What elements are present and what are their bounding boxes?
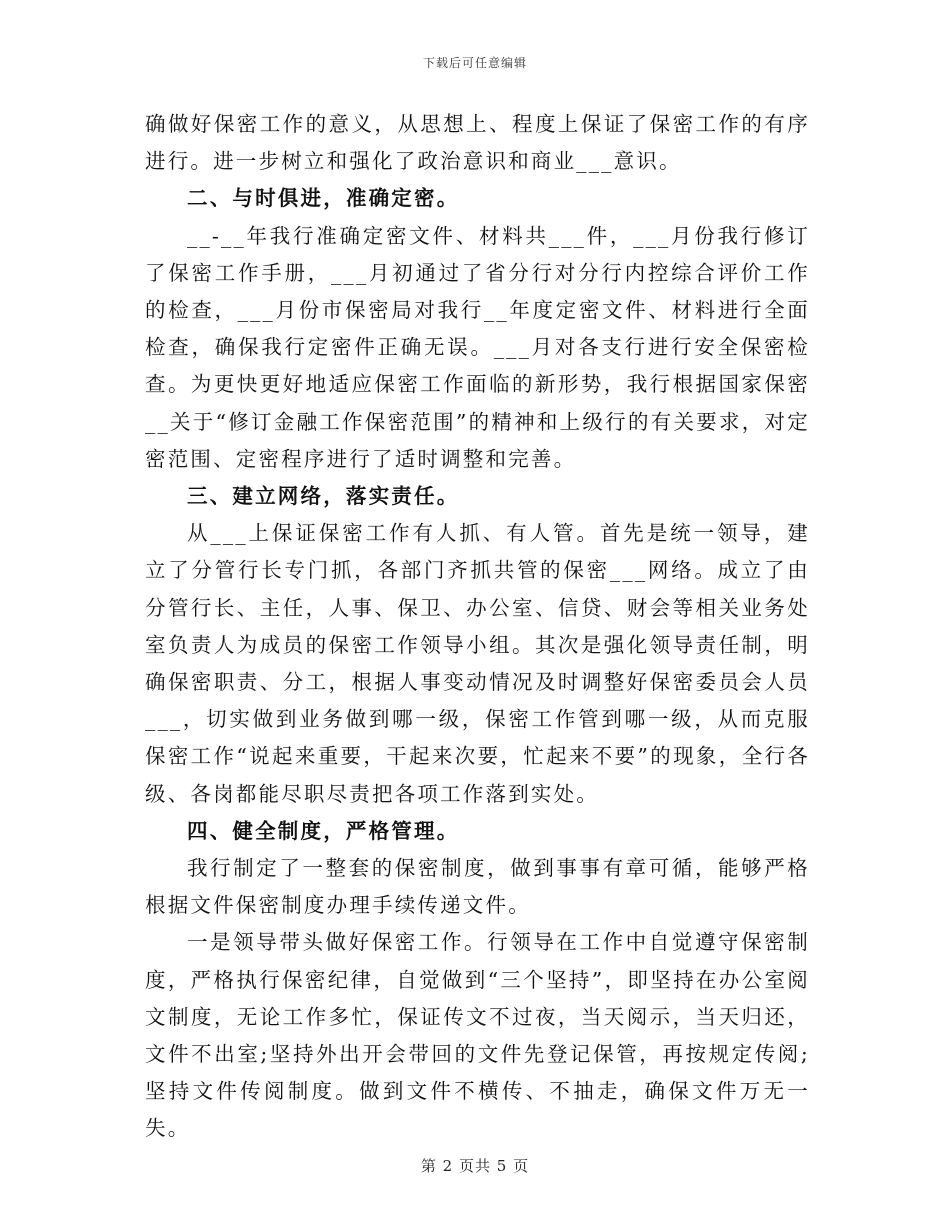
page-header: 下载后可任意编辑: [422, 56, 527, 70]
paragraph-section-3: 从___上保证保密工作有人抓、有人管。首先是统一领导，建立了分管行长专门抓，各部门齐抓共管的保密___网络。成立了由分管行长、主任，人事、保卫、办公室、信贷、财会等相关业务处室负责人为成员的保密工作领导小组。其次是强化领导责任制，明确保密职责、分工，根据人事变动情况及时调整好保密委员会人员___，切实做到业务做到哪一级，保密工作管到哪一级，从而克服保密工作“说起来重要，干起来次要，忙起来不要”的现象，全行各级、各岗都能尽职尽责把各项工作落到实处。: [145, 521, 810, 806]
paragraph-section-4-intro: 我行制定了一整套的保密制度，做到事事有章可循，能够严格根据文件保密制度办理手续传递文件。: [145, 856, 810, 918]
paragraph-section-2: __-__年我行准确定密文件、材料共___件，___月份我行修订了保密工作手册，___月初通过了省分行对分行内控综合评价工作的检查，___月份市保密局对我行__年度定密文件、材料进行全面检查，确保我行定密件正确无误。___月对各支行进行安全保密检查。为更快更好地适应保密工作面临的新形势，我行根据国家保密__关于“修订金融工作保密范围”的精神和上级行的有关要求，对定密范围、定密程序进行了适时调整和完善。: [145, 223, 810, 471]
section-heading-4: 四、健全制度，严格管理。: [187, 818, 460, 843]
page-footer: 第 2 页共 5 页: [420, 1157, 530, 1175]
section-heading-2: 二、与时俱进，准确定密。: [187, 186, 460, 211]
section-heading-3: 三、建立网络，落实责任。: [187, 484, 460, 509]
document-body: [145, 106, 810, 1148]
paragraph-section-4-point-1: 一是领导带头做好保密工作。行领导在工作中自觉遵守保密制度，严格执行保密纪律，自觉做到“三个坚持”，即坚持在办公室阅文制度，无论工作多忙，保证传文不过夜，当天阅示，当天归还，文件不出室;坚持外出开会带回的文件先登记保管，再按规定传阅;坚持文件传阅制度。做到文件不横传、不抽走，确保文件万无一失。: [145, 930, 810, 1141]
paragraph-intro: 确做好保密工作的意义，从思想上、程度上保证了保密工作的有序进行。进一步树立和强化了政治意识和商业___意识。: [145, 112, 810, 174]
